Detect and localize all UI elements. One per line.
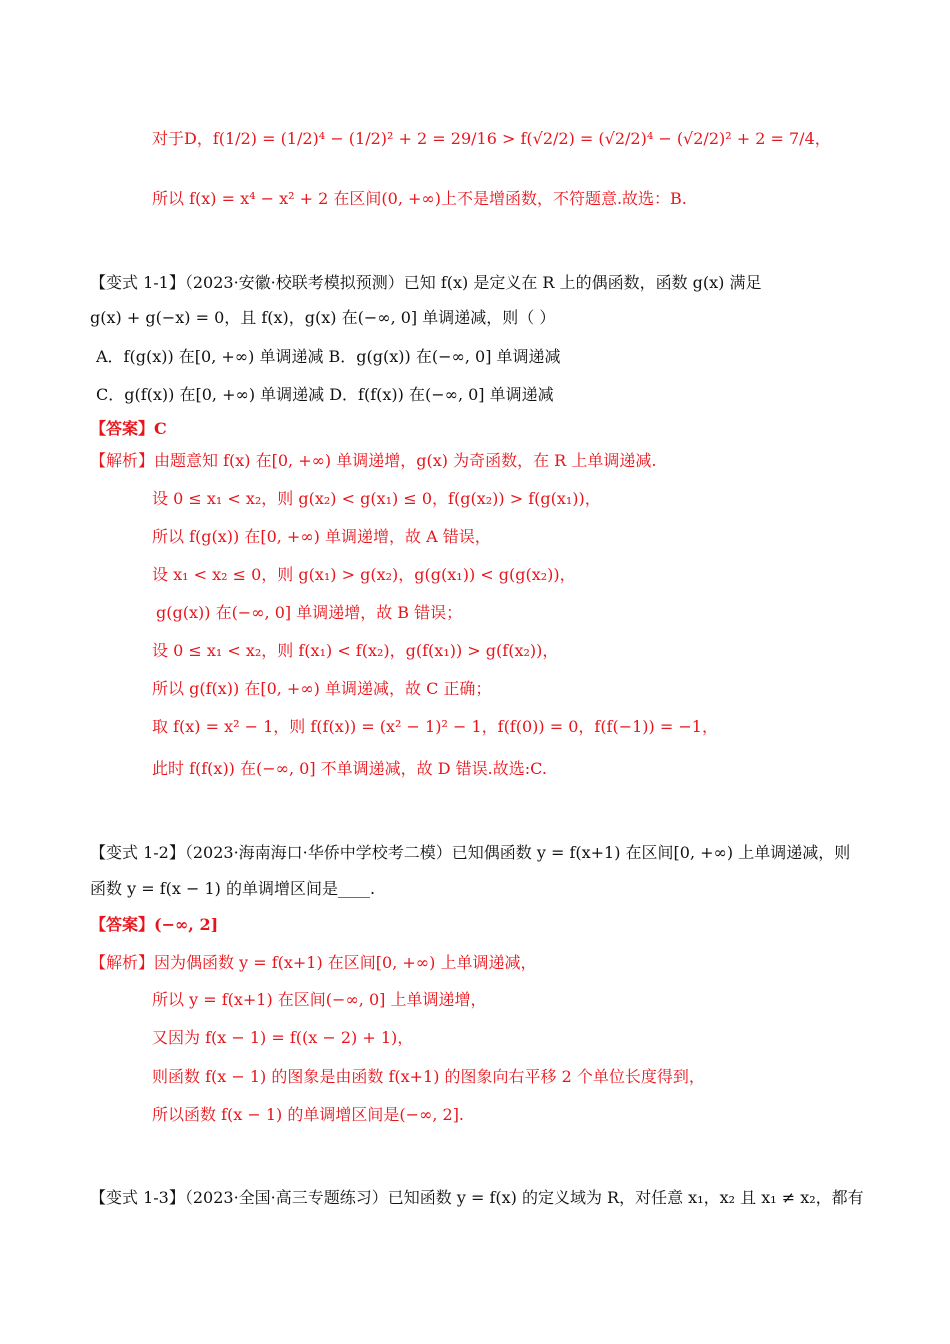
variant-1-2-step-1: 所以 y = f(x+1) 在区间(−∞, 0] 上单调递增， xyxy=(152,990,487,1009)
variant-1-1-step-3: 设 x₁ < x₂ ≤ 0，则 g(x₁) > g(x₂)，g(g(x₁)) < g(g(x₂))， xyxy=(152,565,576,584)
variant-1-1-options-ab: A．f(g(x)) 在[0, +∞) 单调递减 B．g(g(x)) 在(−∞, 0] 单调递减 xyxy=(96,347,561,366)
variant-1-2-question-cont: 函数 y = f(x − 1) 的单调增区间是____. xyxy=(90,879,376,898)
variant-1-3-question: 【变式 1-3】（2023·全国·高三专题练习）已知函数 y = f(x) 的定义域为 R，对任意 x₁，x₂ 且 x₁ ≠ x₂，都有 xyxy=(90,1188,864,1207)
solution-line-d-check: 对于D，f(1/2) = (1/2)⁴ − (1/2)² + 2 = 29/16 > f(√2/2) = (√2/2)⁴ − (√2/2)² + 2 = 7/4， xyxy=(152,129,831,148)
variant-1-1-question-cont: g(x) + g(−x) = 0，且 f(x)，g(x) 在(−∞, 0] 单调递减，则（ ） xyxy=(90,308,556,327)
variant-1-2-question: 【变式 1-2】（2023·海南海口·华侨中学校考二模）已知偶函数 y = f(x+1) 在区间[0, +∞) 上单调递减，则 xyxy=(90,843,851,862)
variant-1-1-options-cd: C．g(f(x)) 在[0, +∞) 单调递减 D．f(f(x)) 在(−∞, 0] 单调递减 xyxy=(96,385,554,404)
variant-1-2-analysis: 【解析】因为偶函数 y = f(x+1) 在区间[0, +∞) 上单调递减， xyxy=(90,953,537,972)
variant-1-1-question: 【变式 1-1】（2023·安徽·校联考模拟预测）已知 f(x) 是定义在 R 上的偶函数，函数 g(x) 满足 xyxy=(90,273,762,292)
variant-1-1-analysis: 【解析】由题意知 f(x) 在[0, +∞) 单调递增，g(x) 为奇函数，在 R 上单调递减. xyxy=(90,451,657,470)
variant-1-1-step-4: g(g(x)) 在(−∞, 0] 单调递增，故 B 错误； xyxy=(156,603,463,622)
variant-1-2-step-2: 又因为 f(x − 1) = f((x − 2) + 1)， xyxy=(152,1028,414,1047)
variant-1-2-step-4: 所以函数 f(x − 1) 的单调增区间是(−∞, 2]. xyxy=(152,1105,465,1124)
variant-1-1-step-8: 此时 f(f(x)) 在(−∞, 0] 不单调递减，故 D 错误.故选:C. xyxy=(152,759,547,778)
variant-1-1-step-1: 设 0 ≤ x₁ < x₂，则 g(x₂) < g(x₁) ≤ 0，f(g(x₂)) > f(g(x₁))， xyxy=(152,489,601,508)
variant-1-1-step-5: 设 0 ≤ x₁ < x₂，则 f(x₁) < f(x₂)，g(f(x₁)) > g(f(x₂))， xyxy=(152,641,559,660)
solution-line-conclusion: 所以 f(x) = x⁴ − x² + 2 在区间(0, +∞)上不是增函数，不符题意.故选：B. xyxy=(152,189,687,208)
variant-1-2-answer: 【答案】(−∞, 2] xyxy=(90,915,219,934)
variant-1-1-step-6: 所以 g(f(x)) 在[0, +∞) 单调递减，故 C 正确； xyxy=(152,679,492,698)
variant-1-1-answer: 【答案】C xyxy=(90,419,167,438)
variant-1-1-step-2: 所以 f(g(x)) 在[0, +∞) 单调递增，故 A 错误， xyxy=(152,527,491,546)
variant-1-1-step-7: 取 f(x) = x² − 1，则 f(f(x)) = (x² − 1)² − 1，f(f(0)) = 0，f(f(−1)) = −1， xyxy=(152,717,718,736)
variant-1-2-step-3: 则函数 f(x − 1) 的图象是由函数 f(x+1) 的图象向右平移 2 个单位长度得到， xyxy=(152,1067,705,1086)
